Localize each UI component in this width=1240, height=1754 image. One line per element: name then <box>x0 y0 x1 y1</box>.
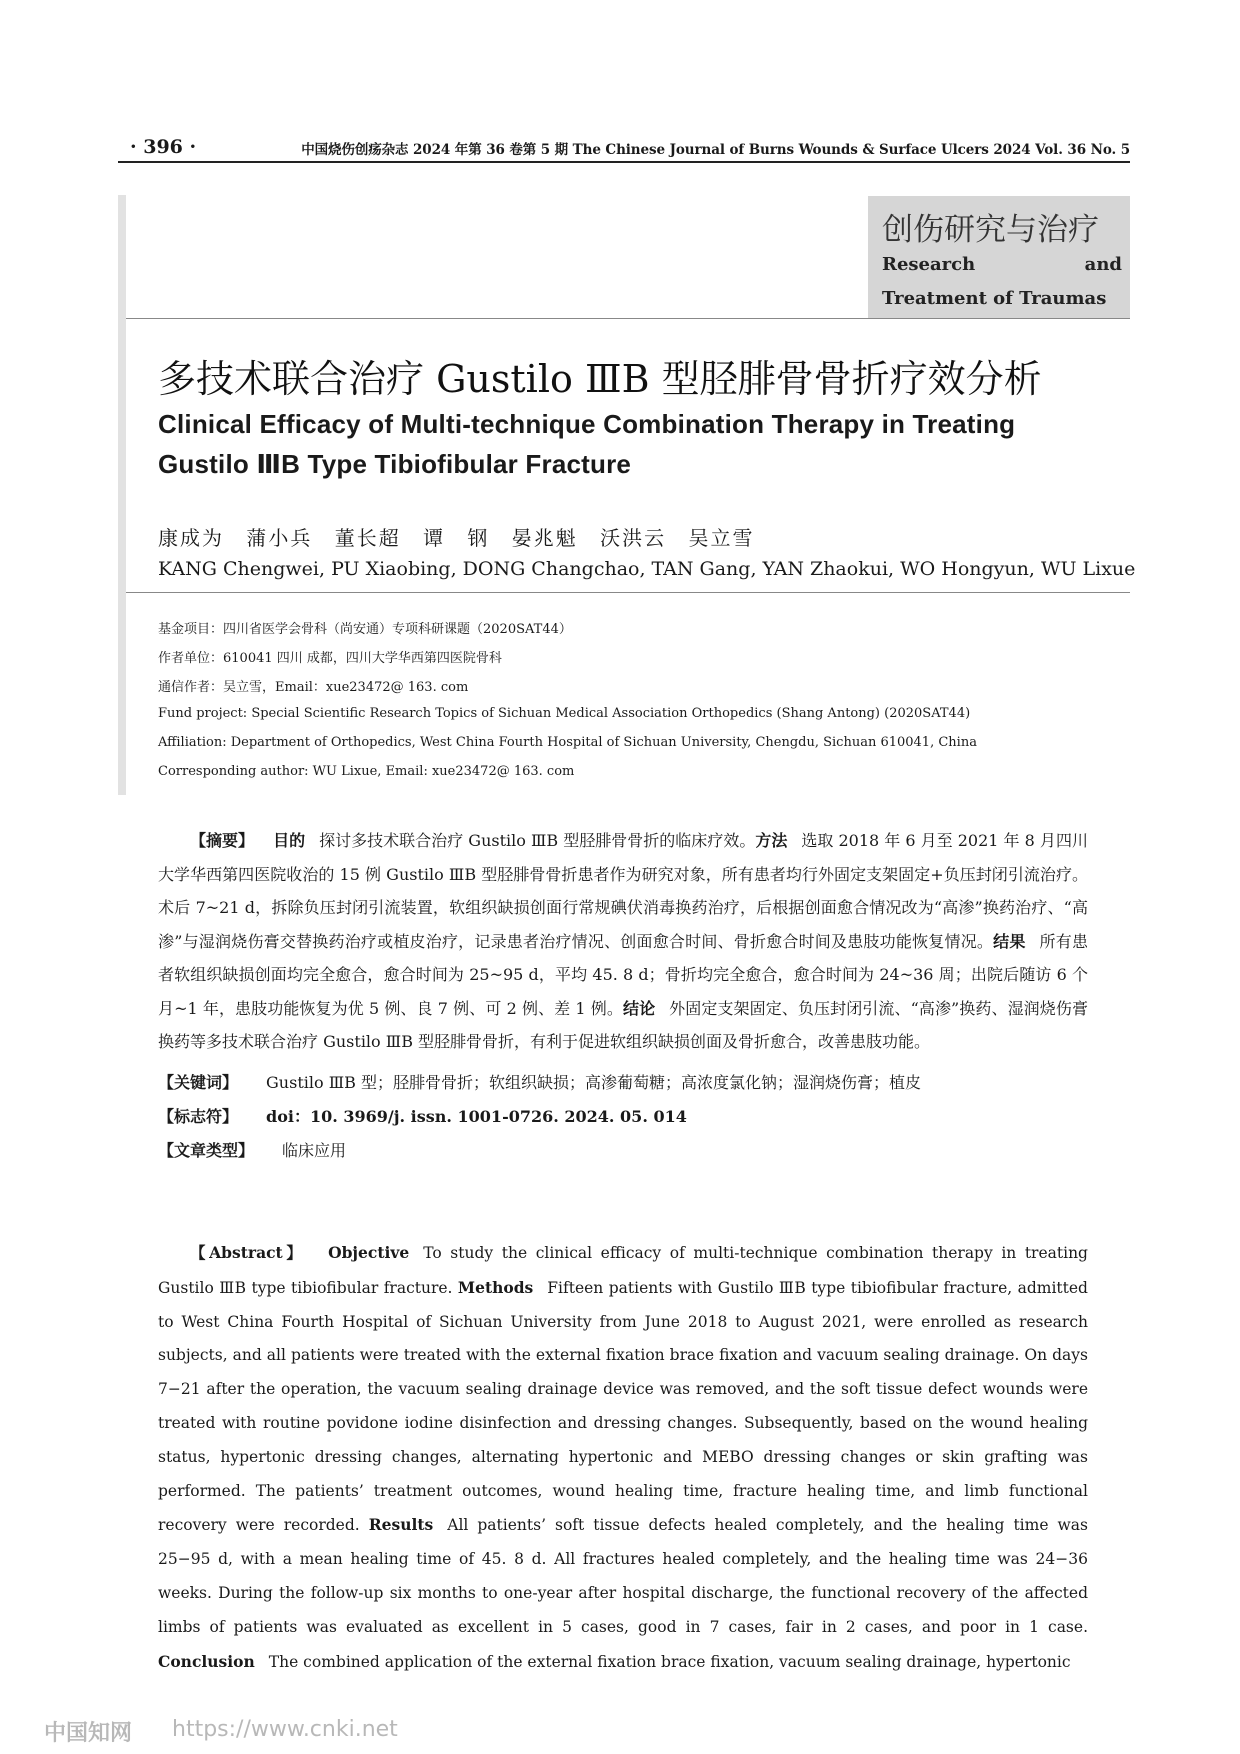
methods-label-en: Methods <box>457 1277 534 1297</box>
conclusion-text-cn: 外固定支架固定、负压封闭引流、“高渗”换药、湿润烧伤膏换药等多技术联合治疗 Gustilo ⅢB 型胫腓骨骨折，有利于促进软组织缺损创面及骨折愈合，改善患肢功能。 <box>158 998 1088 1051</box>
keywords-value: Gustilo ⅢB 型；胫腓骨骨折；软组织缺损；高渗葡萄糖；高浓度氯化钠；湿润烧伤膏；植皮 <box>266 1073 921 1092</box>
authors-en: KANG Chengwei, PU Xiaobing, DONG Changchao, TAN Gang, YAN Zhaokui, WO Hongyun, WU Lixue <box>158 558 1136 580</box>
results-label-en: Results <box>368 1515 434 1535</box>
abstract-en <box>158 1236 1088 1679</box>
corresponding-author-cn: 通信作者：吴立雪，Email：xue23472@ 163. com <box>158 680 469 695</box>
results-label-cn: 结果 <box>993 931 1026 951</box>
column-title-en: Research and Treatment of Traumas <box>882 254 1122 309</box>
keywords-label: 【关键词】 <box>158 1073 239 1092</box>
article-type-row <box>158 1138 1088 1161</box>
doi-value: doi：10. 3969/j. issn. 1001-0726. 2024. 05. 014 <box>266 1107 687 1126</box>
abstract-en-label: 【Abstract】 <box>190 1243 306 1262</box>
methods-label-cn: 方法 <box>755 831 788 850</box>
article-title-cn: 多技术联合治疗 Gustilo ⅢB 型胫腓骨骨折疗效分析 <box>158 357 1042 401</box>
column-label-box <box>868 196 1130 318</box>
methods-text-en: Fifteen patients with Gustilo ⅢB type tibiofibular fracture, admitted to West China Fourth Hospital of Sichuan University from June 2018 to August 2021, were enrolled as research subjects, and all patients were treated with the external fixation brace fixation and vacuum sealing drainage. On days 7−21 after the operation, the vacuum sealing drainage device was removed, and the soft tissue defect wounds were treated with routine povidone iodine disinfection and dressing changes. Subsequently, based on the wound healing status, hypertonic dressing changes, alternating hypertonic and MEBO dressing changes or skin grafting was performed. The patients’ treatment outcomes, wound healing time, fracture healing time, and limb functional recovery were recorded. <box>158 1278 1088 1535</box>
results-text-cn: 所有患者软组织缺损创面均完全愈合，愈合时间为 25~95 d，平均 45. 8 d；骨折均完全愈合，愈合时间为 24~36 周；出院后随访 6 个月~1 年，患肢功能恢复为优 5 例、良 7 例、可 2 例、差 1 例。 <box>158 931 1088 1018</box>
header-rule <box>118 161 1130 163</box>
left-margin-bar <box>118 195 126 795</box>
article-title-en: Clinical Efficacy of Multi-technique Combination Therapy in Treating Gustilo ⅢB Type Tibiofibular Fracture <box>158 409 1016 479</box>
results-text-en: All patients’ soft tissue defects healed completely, and the healing time was 25−95 d, with a mean healing time of 45. 8 d. All fractures healed completely, and the healing time was 24−36 weeks. During the follow-up six months to one-year after hospital discharge, the functional recovery of the affected limbs of patients was evaluated as excellent in 5 cases, good in 7 cases, fair in 2 cases, and poor in 1 case. <box>158 1516 1088 1636</box>
conclusion-text-en: The combined application of the external fixation brace fixation, vacuum sealing drainage, hypertonic <box>268 1652 1071 1671</box>
authors-cn: 康成为 蒲小兵 董长超 谭 钢 晏兆魁 沃洪云 吴立雪 <box>158 526 755 550</box>
objective-text-en: To study the clinical efficacy of multi-technique combination therapy in treating Gustilo ⅢB type tibiofibular fracture. <box>158 1244 1088 1297</box>
page-number: · 396 · <box>130 136 197 158</box>
abstract-cn <box>158 824 1088 1059</box>
keywords-row <box>158 1070 1088 1093</box>
fund-project-cn: 基金项目：四川省医学会骨科（尚安通）专项科研课题（2020SAT44） <box>158 622 572 637</box>
fund-project-en: Fund project: Special Scientific Research Topics of Sichuan Medical Association Orthopedics (Shang Antong) (2020SAT44) <box>158 706 971 721</box>
article-type-label: 【文章类型】 <box>158 1141 255 1160</box>
cnki-url-link[interactable]: https://www.cnki.net <box>172 1717 398 1742</box>
corresponding-author-en: Corresponding author: WU Lixue, Email: xue23472@ 163. com <box>158 764 575 779</box>
running-header <box>130 136 1130 162</box>
conclusion-label-cn: 结论 <box>622 998 656 1018</box>
methods-text-cn: 选取 2018 年 6 月至 2021 年 8 月四川大学华西第四医院收治的 15 例 Gustilo ⅢB 型胫腓骨骨折患者作为研究对象，所有患者均行外固定支架固定+负压封闭引流治疗。术后 7~21 d，拆除负压封闭引流装置，软组织缺损创面行常规碘伏消毒换药治疗，后根据创面愈合情况改为“高渗”换药治疗、“高渗”与湿润烧伤膏交替换药治疗或植皮治疗，记录患者治疗情况、创面愈合时间、骨折愈合时间及患肢功能恢复情况。 <box>158 831 1088 951</box>
objective-text-cn: 探讨多技术联合治疗 Gustilo ⅢB 型胫腓骨骨折的临床疗效。 <box>319 831 756 850</box>
doi-row <box>158 1104 1088 1127</box>
journal-citation: 中国烧伤创疡杂志 2024 年第 36 卷第 5 期 The Chinese Journal of Burns Wounds & Surface Ulcers 2024 Vol. 36 No. 5 <box>301 142 1130 158</box>
affiliation-en: Affiliation: Department of Orthopedics, West China Fourth Hospital of Sichuan University, Chengdu, Sichuan 610041, China <box>158 735 977 750</box>
cnki-logo: 中国知网 <box>44 1721 133 1746</box>
conclusion-label-en: Conclusion <box>158 1651 255 1671</box>
doi-label: 【标志符】 <box>158 1107 239 1126</box>
abstract-cn-label: 【摘要】 <box>190 831 255 850</box>
objective-label-cn: 目的 <box>273 831 306 850</box>
column-title-cn: 创伤研究与治疗 <box>882 212 1099 248</box>
title-top-rule <box>126 318 1130 319</box>
authors-rule <box>126 592 1130 593</box>
article-type-value: 临床应用 <box>282 1141 347 1160</box>
affiliation-cn: 作者单位：610041 四川 成都，四川大学华西第四医院骨科 <box>158 651 502 666</box>
objective-label-en: Objective <box>328 1243 410 1262</box>
